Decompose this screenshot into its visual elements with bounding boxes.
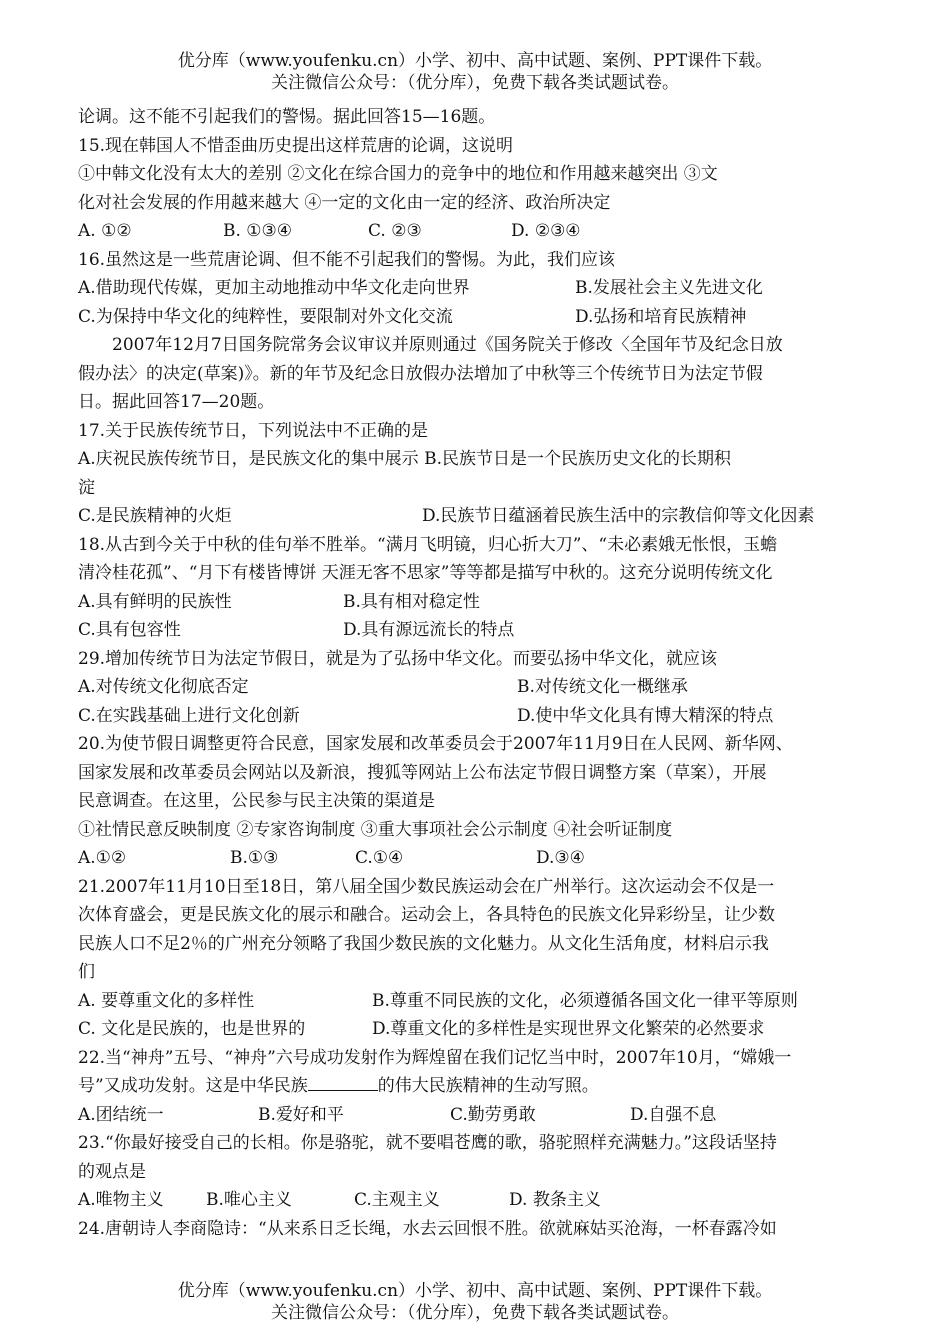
question-15-stem: 15.现在韩国人不惜歪曲历史提出这样荒唐的论调，这说明: [78, 135, 514, 156]
question-16-stem: 16.虽然这是一些荒唐论调、但不能不引起我们的警惕。为此，我们应该: [78, 249, 616, 270]
question-21-stem-3: 民族人口不足2％的广州充分领略了我国少数民族的文化魅力。从文化生活角度，材料启示我: [78, 933, 769, 954]
option-d: D.弘扬和培育民族精神: [575, 306, 747, 327]
page-footer: [0, 1280, 950, 1324]
question-18-stem-1: 18.从古到今关于中秋的佳句举不胜举。“满月飞明镜，归心折大刀”、“未必素娥无怅恨，玉蟾: [78, 534, 778, 555]
footer-line-2: 关注微信公众号：（优分库），免费下载各类试题试卷。: [271, 1303, 679, 1323]
option-b: B.具有相对稳定性: [343, 591, 480, 612]
passage-line-1: 2007年12月7日国务院常务会议审议并原则通过《国务院关于修改〈全国年节及纪念日放: [112, 335, 783, 355]
question-17-options-cd: [78, 502, 874, 531]
header-line-2: 关注微信公众号：（优分库），免费下载各类试题试卷。: [271, 73, 679, 93]
question-17-stem: 17.关于民族传统节日，下列说法中不正确的是: [78, 420, 429, 441]
passage-line-2: 假办法〉的决定(草案)》。新的年节及纪念日放假办法增加了中秋等三个传统节日为法定节假: [78, 363, 763, 384]
option-a: A. 要尊重文化的多样性: [78, 990, 255, 1011]
option-b: B.发展社会主义先进文化: [575, 278, 763, 298]
question-21-stem-2: 次体育盛会，更是民族文化的展示和融合。运动会上，各具特色的民族文化异彩纷呈，让少数: [78, 905, 775, 925]
question-22-stem-1: 22.当“神舟”五号、“神舟”六号成功发射作为辉煌留在我们记忆当中时，2007年10月，“嫦娥一: [78, 1047, 792, 1068]
question-16-options-row-1: [78, 274, 874, 303]
question-20-stem-1: 20.为使节假日调整更符合民意，国家发展和改革委员会于2007年11月9日在人民网、新华网、: [78, 734, 793, 754]
question-18-stem-2: 清冷桂花孤”、“月下有楼皆博饼 天涯无客不思家”等等都是描写中秋的。这充分说明传统文化: [78, 563, 773, 583]
question-15-statements-2: 化对社会发展的作用越来越大 ④一定的文化由一定的经济、政治所决定: [78, 192, 611, 213]
option-c: C.为保持中华文化的纯粹性，要限制对外文化交流: [78, 306, 453, 327]
question-20-options: [78, 844, 874, 873]
option-d: D. 教条主义: [509, 1190, 601, 1210]
question-23-stem-1: 23.“你最好接受自己的长相。你是骆驼，就不要唱苍鹰的歌，骆驼照样充满魅力。”这段话坚持: [78, 1133, 777, 1153]
page-header: [0, 50, 950, 94]
option-c: C.勤劳勇敢: [450, 1104, 536, 1125]
option-c: C. 文化是民族的，也是世界的: [78, 1019, 306, 1039]
question-29-options-row-2: [78, 702, 874, 731]
question-22-stem-2b: 的伟大民族精神的生动写照。: [377, 1076, 599, 1096]
option-a: A. ①②: [78, 221, 132, 241]
passage-tail: 论调。这不能不引起我们的警惕。据此回答15—16题。: [78, 107, 496, 127]
option-d: D.民族节日蕴涵着民族生活中的宗教信仰等文化因素: [422, 506, 815, 526]
option-d: D.尊重文化的多样性是实现世界文化繁荣的必然要求: [372, 1019, 765, 1039]
option-c: C.①④: [355, 848, 404, 868]
question-17-options-ab: A.庆祝民族传统节日，是民族文化的集中展示 B.民族节日是一个民族历史文化的长期积: [78, 449, 731, 469]
option-b: B. ①③④: [223, 221, 293, 241]
option-d: D.具有源远流长的特点: [343, 620, 515, 640]
question-22-stem-2a: 号”又成功发射。这是中华民族: [78, 1076, 308, 1096]
question-18-options-row-2: [78, 616, 874, 645]
header-line-1: 优分库（www.youfenku.cn）小学、初中、高中试题、案例、PPT课件下载。: [177, 51, 773, 71]
option-d: D.③④: [536, 848, 585, 868]
option-a: A.对传统文化彻底否定: [78, 677, 249, 697]
question-17-option-b-cont: 淀: [78, 477, 95, 498]
option-c: C.主观主义: [354, 1190, 440, 1210]
question-29-stem: 29.增加传统节日为法定节假日，就是为了弘扬中华文化。而要弘扬中华文化，就应该: [78, 648, 718, 669]
option-b: B.①③: [230, 848, 279, 868]
question-20-stem-3: 民意调查。在这里，公民参与民主决策的渠道是: [78, 791, 435, 811]
question-20-statements: ①社情民意反映制度 ②专家咨询制度 ③重大事项社会公示制度 ④社会听证制度: [78, 819, 673, 840]
option-c: C.在实践基础上进行文化创新: [78, 705, 300, 726]
question-24-stem: 24.唐朝诗人李商隐诗：“从来系日乏长绳，水去云回恨不胜。欲就麻姑买沧海，一杯春露冷如: [78, 1218, 777, 1239]
question-29-options-row-1: [78, 673, 874, 702]
option-b: B.对传统文化一概继承: [517, 677, 688, 697]
option-c: C.是民族精神的火炬: [78, 506, 232, 526]
option-b: B.唯心主义: [206, 1190, 292, 1210]
option-b: B.爱好和平: [258, 1104, 344, 1125]
question-18-options-row-1: [78, 588, 874, 617]
option-b: B.尊重不同民族的文化，必须遵循各国文化一律平等原则: [372, 990, 798, 1011]
option-a: A.具有鲜明的民族性: [78, 591, 232, 612]
option-d: D.自强不息: [630, 1104, 717, 1125]
question-22-stem-2: [78, 1072, 874, 1101]
passage-line-3: 日。据此回答17—20题。: [78, 392, 275, 412]
option-c: C. ②③: [368, 221, 422, 241]
question-15-statements-1: ①中韩文化没有太大的差别 ②文化在综合国力的竞争中的地位和作用越来越突出 ③文: [78, 164, 718, 184]
question-23-stem-2: 的观点是: [78, 1161, 146, 1182]
option-c: C.具有包容性: [78, 620, 181, 640]
question-21-options-row-1: [78, 987, 874, 1016]
option-d: D. ②③④: [511, 221, 581, 241]
question-21-options-row-2: [78, 1015, 874, 1044]
question-22-options: [78, 1101, 874, 1130]
question-16-options-row-2: [78, 303, 874, 332]
option-a: A.团结统一: [78, 1104, 164, 1125]
question-15-options: [78, 217, 874, 246]
question-21-stem-4: 们: [78, 962, 95, 982]
question-23-options: [78, 1186, 874, 1215]
question-21-stem-1: 21.2007年11月10日至18日，第八届全国少数民族运动会在广州举行。这次运动会不仅是一: [78, 876, 775, 897]
option-a: A.①②: [78, 848, 127, 868]
exam-content: [78, 103, 874, 1243]
option-a: A.借助现代传媒，更加主动地推动中华文化走向世界: [78, 278, 470, 298]
question-20-stem-2: 国家发展和改革委员会网站以及新浪，搜狐等网站上公布法定节假日调整方案（草案），开展: [78, 762, 767, 783]
footer-line-1: 优分库（www.youfenku.cn）小学、初中、高中试题、案例、PPT课件下载。: [177, 1281, 773, 1301]
option-a: A.唯物主义: [78, 1190, 164, 1210]
option-d: D.使中华文化具有博大精深的特点: [517, 705, 774, 726]
answer-blank: [308, 1072, 378, 1091]
